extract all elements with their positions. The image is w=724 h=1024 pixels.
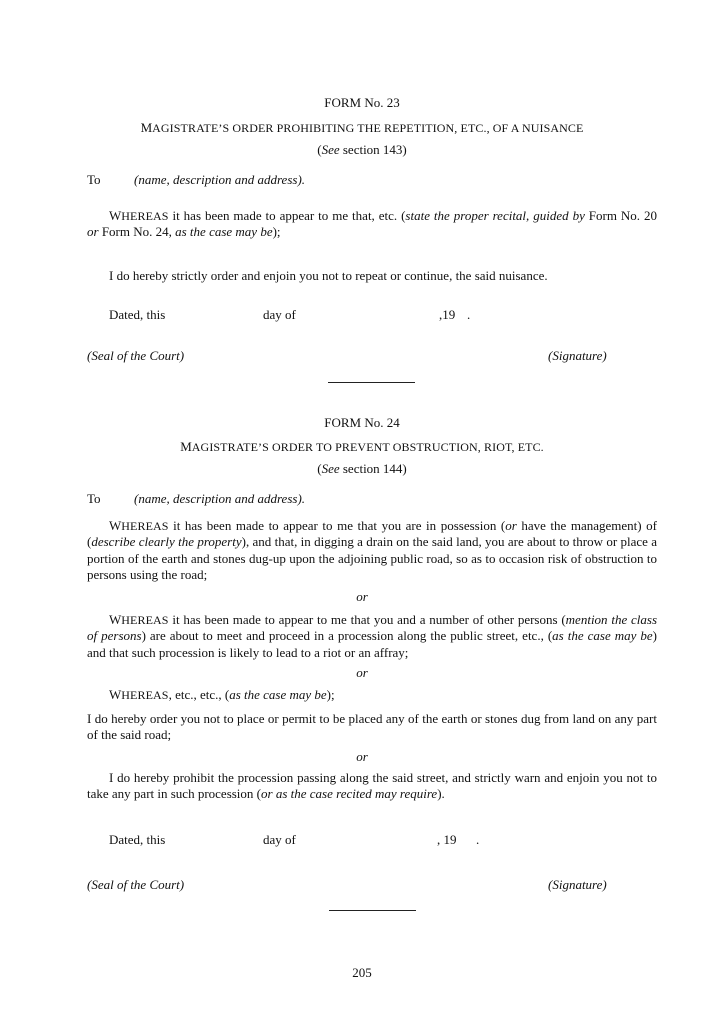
form24-period: . bbox=[476, 832, 480, 847]
form24-signature-label: (Signature) bbox=[548, 877, 607, 892]
form24-prohibit-paragraph: I do hereby prohibit the procession passing along the said street, and strictly warn and enjoin you not to take any part in such procession (or as the case recited may require). bbox=[87, 770, 657, 802]
form24-whereas-paragraph-2: WHEREAS it has been made to appear to me that you and a number of other persons (mention the class of persons) are about to meet and proceed in a procession along the public street, etc., (as the case may be) and that such procession is likely to lead to a riot or an affray; bbox=[87, 612, 658, 660]
form24-dated-label: Dated, this bbox=[109, 832, 166, 847]
form24-whereas-paragraph-1: WHEREAS it has been made to appear to me that you are in possession (or have the management) of (describe clearly the property), and that, in digging a drain on the said land, you are about to throw or place a portion of the earth and stones dug-up upon the adjoining public road, so as to occasion risk of obstruction to persons using the road; bbox=[87, 518, 658, 583]
form24-divider bbox=[329, 910, 416, 911]
form23-year-label: ,19 bbox=[439, 307, 456, 322]
form24-or-separator-3: or bbox=[356, 749, 368, 764]
form24-to-text: (name, description and address). bbox=[134, 491, 306, 506]
form23-order-text: I do hereby strictly order and enjoin you not to repeat or continue, the said nuisance. bbox=[109, 268, 548, 283]
form24-seal-label: (Seal of the Court) bbox=[87, 877, 185, 892]
form24-see-section: (See section 144) bbox=[317, 461, 407, 476]
form23-day-of-label: day of bbox=[263, 307, 296, 322]
form24-title: FORM No. 24 bbox=[324, 415, 400, 430]
form23-heading: MAGISTRATE’S ORDER PROHIBITING THE REPETITION, ETC., OF A NUISANCE bbox=[140, 120, 584, 135]
form24-year-label: , 19 bbox=[437, 832, 457, 847]
form24-day-of-label: day of bbox=[263, 832, 296, 847]
form23-title: FORM No. 23 bbox=[324, 95, 400, 110]
form23-to-text: (name, description and address). bbox=[134, 172, 306, 187]
form24-heading: MAGISTRATE’S ORDER TO PREVENT OBSTRUCTION, RIOT, ETC. bbox=[180, 439, 544, 454]
form23-signature-label: (Signature) bbox=[548, 348, 607, 363]
form23-see-section: (See section 143) bbox=[317, 142, 407, 157]
form23-seal-label: (Seal of the Court) bbox=[87, 348, 185, 363]
form23-period: . bbox=[467, 307, 471, 322]
form24-or-separator-1: or bbox=[356, 589, 368, 604]
form24-order-paragraph: I do hereby order you not to place or permit to be placed any of the earth or stones dug from land on any part of the said road; bbox=[87, 711, 657, 743]
form23-whereas-paragraph: WHEREAS it has been made to appear to me that, etc. (state the proper recital, guided by Form No. 20 or Form No. 24, as the case may be); bbox=[87, 208, 657, 240]
page-number: 205 bbox=[352, 965, 372, 980]
form24-whereas-paragraph-3: WHEREAS, etc., etc., (as the case may be); bbox=[109, 687, 335, 702]
form24-or-separator-2: or bbox=[356, 665, 368, 680]
form23-divider bbox=[328, 382, 415, 383]
form23-to-label: To bbox=[87, 172, 101, 187]
form23-dated-label: Dated, this bbox=[109, 307, 166, 322]
form24-to-label: To bbox=[87, 491, 101, 506]
